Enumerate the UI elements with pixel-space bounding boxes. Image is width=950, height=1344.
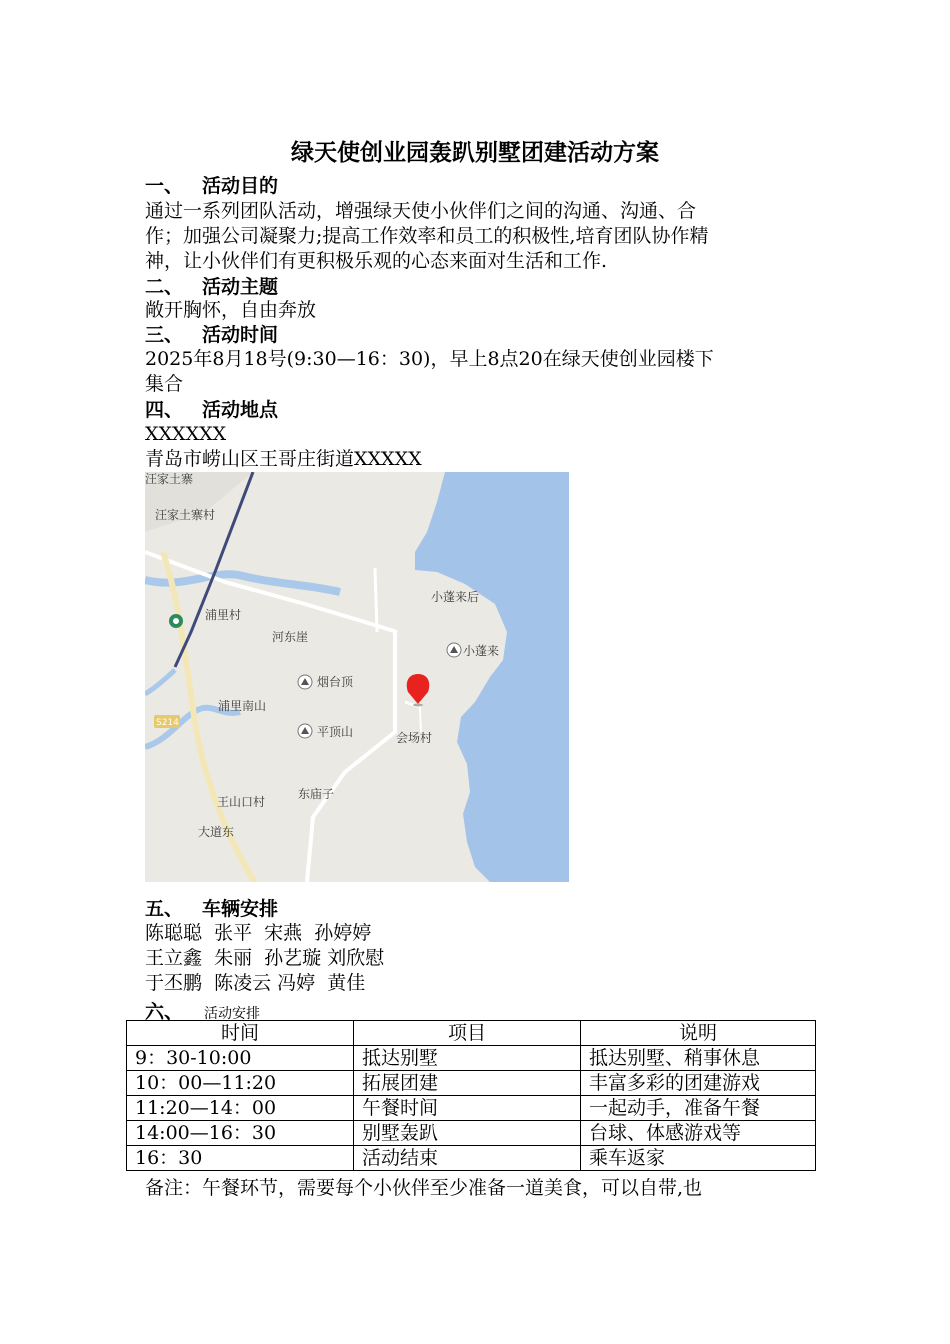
section-body-vehicles: 陈聪聪 张平 宋燕 孙婷婷 王立鑫 朱丽 孙艺璇 刘欣慰 于丕鹏 陈凌云 冯婷 黄佳	[145, 922, 385, 994]
table-cell: 丰富多彩的团建游戏	[581, 1071, 816, 1096]
section-body-theme: 敞开胸怀，自由奔放	[145, 299, 317, 321]
table-cell: 活动结束	[354, 1146, 581, 1171]
table-cell: 一起动手，准备午餐	[581, 1096, 816, 1121]
column-header: 时间	[127, 1021, 354, 1046]
table-cell: 16：30	[127, 1146, 354, 1171]
section-body-purpose: 通过一系列团队活动，增强绿天使小伙伴们之间的沟通、沟通、合 作；加强公司凝聚力;提高工作效率和员工的积极性,培育团队协作精 神，让小伙伴们有更积极乐观的心态来面对生活和工作.	[145, 200, 709, 272]
road-badge-label: S214	[156, 718, 179, 728]
section-body-location: XXXXXX 青岛市崂山区王哥庄街道XXXXX	[145, 423, 422, 470]
mountain-icon	[447, 643, 461, 657]
map-label: 烟台顶	[317, 675, 354, 689]
table-header-row	[127, 1021, 816, 1046]
map-label: 王山口村	[217, 795, 266, 809]
map-label: 小蓬来后	[431, 590, 480, 604]
map-label: 平顶山	[317, 725, 354, 739]
mountain-icon	[298, 675, 312, 689]
location-map[interactable]	[145, 472, 569, 882]
table-row	[127, 1046, 816, 1071]
map-label: 大道东	[198, 825, 235, 839]
table-cell: 别墅轰趴	[354, 1121, 581, 1146]
section-heading-schedule: 六、 活动安排	[145, 1001, 260, 1023]
table-cell: 14:00—16：30	[127, 1121, 354, 1146]
section-heading-theme: 二、 活动主题	[145, 276, 279, 298]
section-heading-time: 三、 活动时间	[145, 324, 279, 346]
table-cell: 11:20—14：00	[127, 1096, 354, 1121]
map-label: 汪家土寨村	[155, 508, 216, 522]
section-heading-purpose: 一、 活动目的	[145, 175, 279, 197]
map-road	[375, 568, 377, 632]
table-row	[127, 1146, 816, 1171]
map-label: 浦里村	[205, 608, 242, 622]
map-label: 小蓬来	[463, 644, 500, 658]
table-row	[127, 1071, 816, 1096]
map-canvas	[145, 472, 569, 882]
map-label: 汪家土寨	[145, 472, 194, 486]
section-heading-vehicles: 五、 车辆安排	[145, 898, 279, 920]
footnote: 备注：午餐环节，需要每个小伙伴至少准备一道美食，可以自带,也	[145, 1177, 703, 1199]
mountain-icon	[298, 724, 312, 738]
section-heading-location: 四、 活动地点	[145, 399, 279, 421]
map-label: 河东崖	[272, 630, 309, 644]
table-cell: 9：30-10:00	[127, 1046, 354, 1071]
section-body-time: 2025年8月18号(9:30—16：30)，早上8点20在绿天使创业园楼下 集合	[145, 348, 714, 395]
table-cell: 午餐时间	[354, 1096, 581, 1121]
map-label: 浦里南山	[218, 699, 267, 713]
table-cell: 10：00—11:20	[127, 1071, 354, 1096]
document-title: 绿天使创业园轰趴别墅团建活动方案	[291, 140, 659, 166]
table-cell: 拓展团建	[354, 1071, 581, 1096]
table-cell: 台球、体感游戏等	[581, 1121, 816, 1146]
table-row	[127, 1096, 816, 1121]
column-header: 项目	[354, 1021, 581, 1046]
schedule-table	[126, 1020, 816, 1171]
column-header: 说明	[581, 1021, 816, 1046]
table-cell: 抵达别墅	[354, 1046, 581, 1071]
table-cell: 乘车返家	[581, 1146, 816, 1171]
map-label: 会场村	[396, 731, 433, 745]
table-row	[127, 1121, 816, 1146]
map-label: 东庙子	[298, 787, 335, 801]
station-icon-center	[173, 618, 179, 624]
table-cell: 抵达别墅、稍事休息	[581, 1046, 816, 1071]
